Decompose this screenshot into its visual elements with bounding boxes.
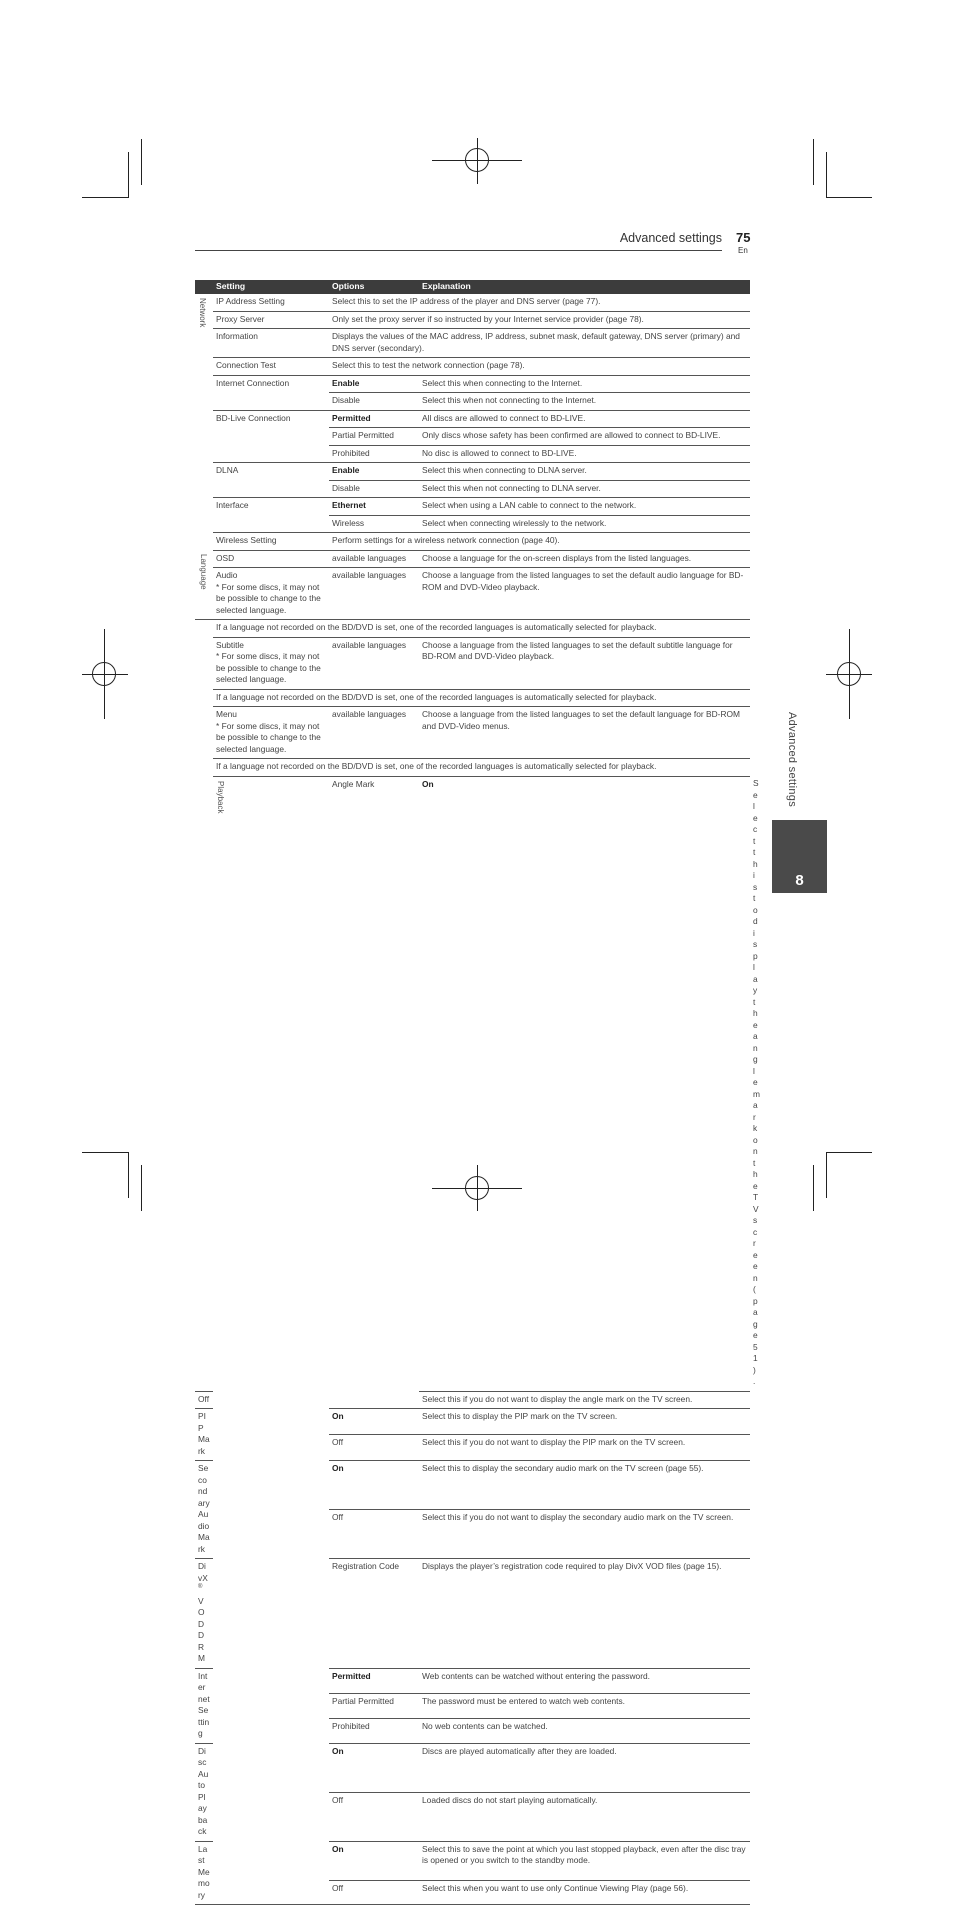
side-section-label: Advanced settings [786,712,798,807]
option-default: Ethernet [329,498,419,516]
option-default: On [329,1841,419,1881]
table-row [195,329,750,358]
setting-name: Proxy Server [213,311,329,329]
option-explanation: Select this when connecting to DLNA server. [419,463,750,481]
setting-name: Interface [213,498,329,533]
section-title: Advanced settings [619,231,722,245]
option-explanation: Choose a language from the listed languages to set the default language for BD-ROM and DVD-Video menus. [419,707,750,759]
table-header [195,280,750,294]
option-explanation: Select this when not connecting to DLNA server. [419,480,750,498]
setting-name: Internet Setting [195,1668,213,1743]
setting-name: Angle Mark [329,776,419,1409]
group-label-language: Language [199,554,208,590]
option-explanation: Choose a language from the listed languages to set the default audio language for BD-ROM and DVD-Video playback. [419,568,750,620]
fallback-note: If a language not recorded on the BD/DVD is set, one of the recorded languages is automatically selected for playback. [213,620,750,638]
option-default: Permitted [329,410,419,428]
group-label-network: Network [195,294,213,620]
option: Disable [329,480,419,498]
option-explanation: Select this to save the point at which you last stopped playback, even after the disc tray is opened or you switch to the standby mode. [419,1841,750,1881]
table-row [195,637,750,689]
crop-mark [141,139,142,185]
crop-mark [141,1165,142,1211]
option-explanation: All discs are allowed to connect to BD-LIVE. [419,410,750,428]
option-explanation: Select this to display the secondary audio mark on the TV screen (page 55). [419,1461,750,1510]
table-row [195,410,750,428]
option: Off [329,1881,419,1905]
setting-name: DivX® VOD DRM [195,1559,213,1669]
crop-mark [128,152,129,198]
registration-circle [837,662,861,686]
setting-name: Information [213,329,329,358]
setting-note: * For some discs, it may not be possible to change to the selected language. [216,581,321,615]
settings-table [195,280,760,1905]
option-explanation: Select this if you do not want to display the angle mark on the TV screen. [419,1391,750,1409]
crop-mark [813,139,814,185]
crop-mark [813,1165,814,1211]
table-row [195,620,750,638]
crop-mark [128,1152,129,1198]
table-row [195,498,750,516]
option: Off [329,1435,419,1461]
option-explanation: Web contents can be watched without entering the password. [419,1668,750,1693]
table-row [195,294,750,311]
setting-explanation: Select this to test the network connection (page 78). [329,358,750,376]
setting-explanation: Perform settings for a wireless network connection (page 40). [329,533,750,551]
table-row [195,759,750,777]
setting-explanation: Only set the proxy server if so instructed by your Internet service provider (page 78). [329,311,750,329]
setting-explanation: Displays the values of the MAC address, IP address, subnet mask, default gateway, DNS server (primary) and DNS server (secondary). [329,329,750,358]
option: Partial Permitted [329,1693,419,1718]
table-row [195,689,750,707]
column-header-explanation: Explanation [419,280,750,294]
option-explanation: Select when connecting wirelessly to the network. [419,515,750,533]
option-explanation: Select this when you want to use only Continue Viewing Play (page 56). [419,1881,750,1905]
option-explanation: The password must be entered to watch web contents. [419,1693,750,1718]
option-default: Enable [329,375,419,393]
setting-name: DLNA [213,463,329,498]
registration-circle [92,662,116,686]
crop-mark [826,1152,827,1198]
setting-name: Internet Connection [213,375,329,410]
column-header-options: Options [329,280,419,294]
crop-mark [82,1152,128,1153]
page-number: 75 [736,230,751,245]
option: Prohibited [329,1718,419,1743]
option-explanation: Only discs whose safety has been confirmed are allowed to connect to BD-LIVE. [419,428,750,446]
setting-note: * For some discs, it may not be possible to change to the selected language. [216,720,321,754]
setting-name: Subtitle * For some discs, it may not be possible to change to the selected language. [213,637,329,689]
setting-name: OSD [213,550,329,568]
group-label-playback: Playback [213,776,329,1905]
option-explanation: Select this to display the PIP mark on the TV screen. [419,1409,750,1435]
table-row [195,311,750,329]
registration-circle [465,148,489,172]
option-explanation: Select this if you do not want to display the secondary audio mark on the TV screen. [419,1510,750,1559]
option: Wireless [329,515,419,533]
table-row [195,568,750,620]
option: available languages [329,707,419,759]
option: Prohibited [329,445,419,463]
option-default: On [419,776,750,1391]
crop-mark [82,197,128,198]
table-row [195,358,750,376]
option-explanation: Loaded discs do not start playing automatically. [419,1792,750,1841]
table-row [195,463,750,481]
crop-mark [826,1152,872,1153]
table-row [195,707,750,759]
fallback-note: If a language not recorded on the BD/DVD is set, one of the recorded languages is automatically selected for playback. [213,689,750,707]
option: Disable [329,393,419,411]
setting-name: IP Address Setting [213,294,329,311]
option-explanation: Select this when not connecting to the Internet. [419,393,750,411]
chapter-number: 8 [795,872,804,889]
option: available languages [329,568,419,620]
crop-mark [826,152,827,198]
option-explanation: Choose a language for the on-screen displays from the listed languages. [419,550,750,568]
option: available languages [329,550,419,568]
language-code: En [738,246,748,255]
option: Partial Permitted [329,428,419,446]
option-explanation: No disc is allowed to connect to BD-LIVE. [419,445,750,463]
option-default: Enable [329,463,419,481]
table-row [195,550,750,568]
option: Off [329,1792,419,1841]
setting-name: Audio * For some discs, it may not be possible to change to the selected language. [213,568,329,620]
option: Registration Code [329,1559,419,1669]
setting-name: Last Memory [195,1841,213,1905]
setting-name: Menu * For some discs, it may not be possible to change to the selected language. [213,707,329,759]
setting-name: Secondary Audio Mark [195,1461,213,1559]
option-default: On [329,1743,419,1792]
option-explanation: Select this if you do not want to display the PIP mark on the TV screen. [419,1435,750,1461]
table-row [195,375,750,393]
option: Off [195,1391,213,1409]
table-row: Playback Angle Mark On Select this to display the angle mark on the TV screen (page 51). [195,776,750,1391]
fallback-note: If a language not recorded on the BD/DVD is set, one of the recorded languages is automatically selected for playback. [213,759,750,777]
setting-note: * For some discs, it may not be possible to change to the selected language. [216,651,321,684]
setting-name: Disc Auto Playback [195,1743,213,1841]
header-rule [195,250,722,251]
option-explanation: Select when using a LAN cable to connect to the network. [419,498,750,516]
option-explanation: No web contents can be watched. [419,1718,750,1743]
option-default: On [329,1409,419,1435]
setting-name: Connection Test [213,358,329,376]
option-default: Permitted [329,1668,419,1693]
option-explanation: Select this when connecting to the Internet. [419,375,750,393]
option-explanation: Discs are played automatically after they are loaded. [419,1743,750,1792]
setting-name: PIP Mark [195,1409,213,1461]
option-default: On [329,1461,419,1510]
option: Off [329,1510,419,1559]
option-explanation: Displays the player’s registration code required to play DivX VOD files (page 15). [419,1559,750,1669]
chapter-tab [772,820,827,893]
option: available languages [329,637,419,689]
setting-explanation: Select this to set the IP address of the player and DNS server (page 77). [329,294,750,311]
crop-mark [826,197,872,198]
setting-name: Wireless Setting [213,533,329,551]
column-header-setting: Setting [213,280,329,294]
setting-name: BD-Live Connection [213,410,329,463]
option-explanation: Choose a language from the listed languages to set the default subtitle language for BD-ROM and DVD-Video playback. [419,637,750,689]
table-row [195,533,750,551]
